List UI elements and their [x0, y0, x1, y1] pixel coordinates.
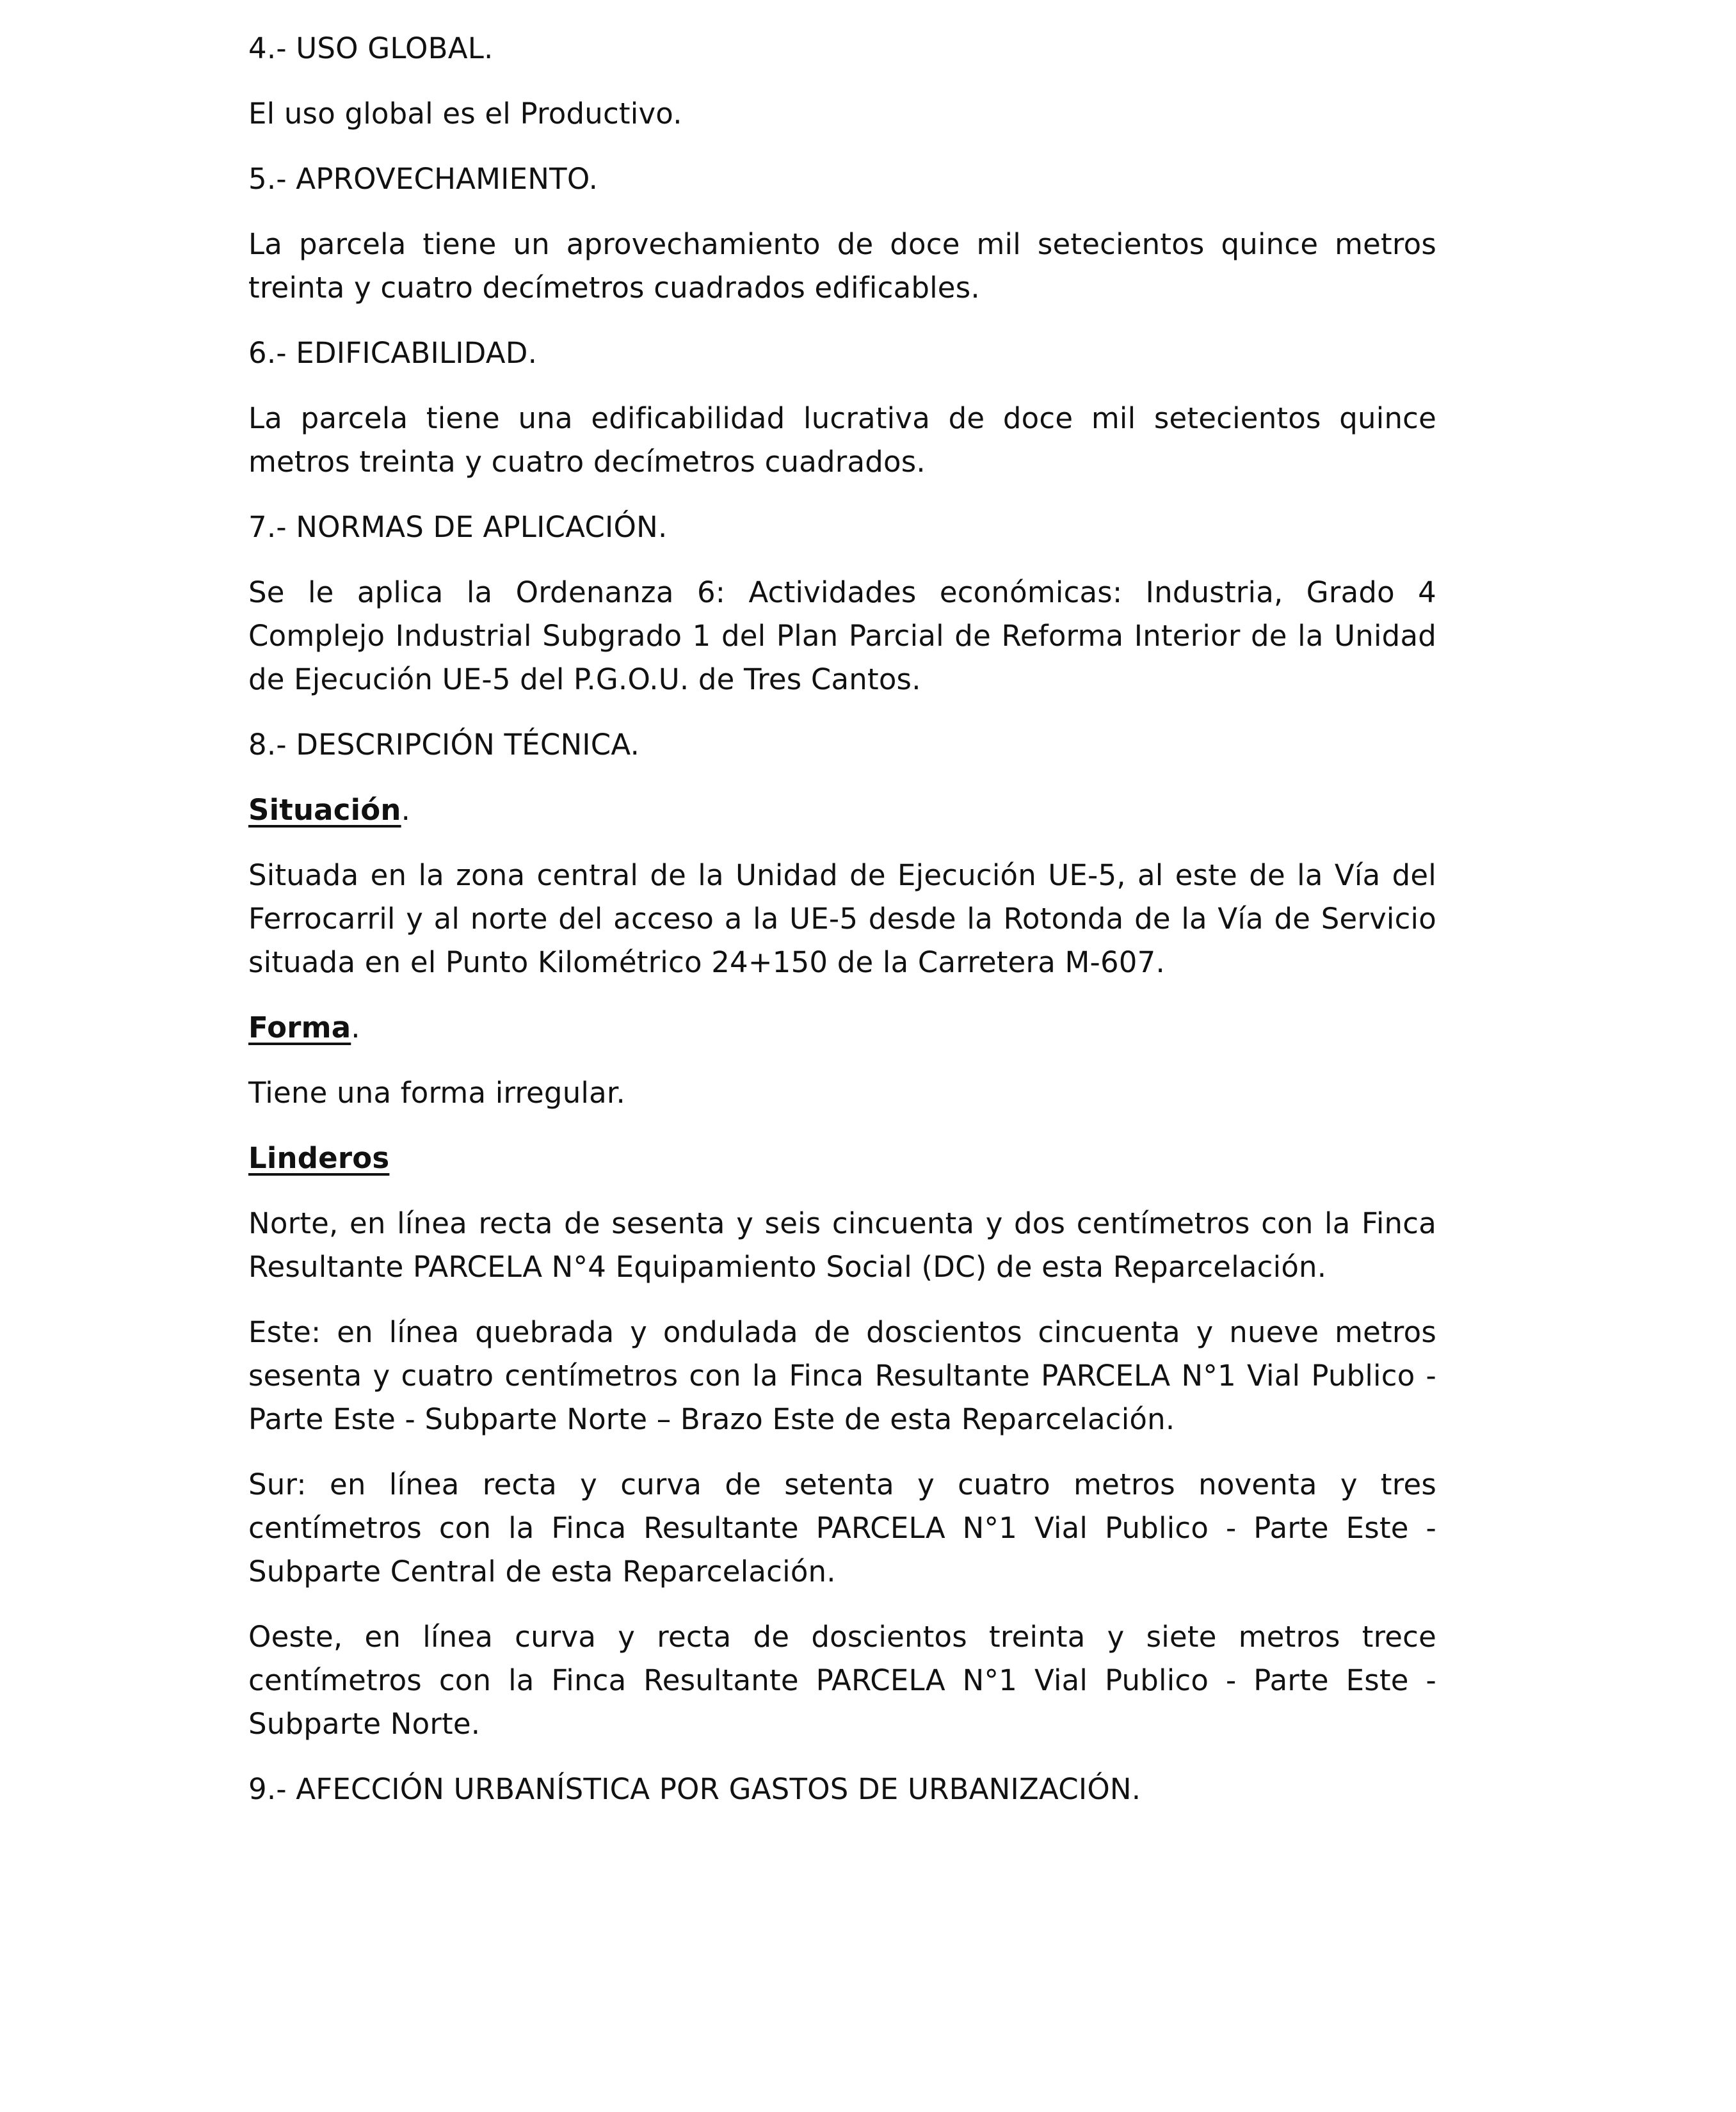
subheading-linderos-line [248, 1137, 1436, 1180]
paragraph-forma: Tiene una forma irregular. [248, 1076, 625, 1110]
section-heading-uso-global: 4.- USO GLOBAL. [248, 31, 494, 65]
subheading-forma-punct: . [351, 1011, 360, 1044]
section-heading-aprovechamiento: 5.- APROVECHAMIENTO. [248, 162, 599, 196]
subheading-situacion: Situación [248, 793, 401, 827]
subheading-linderos: Linderos [248, 1141, 390, 1175]
paragraph-lindero-sur: Sur: en línea recta y curva de setenta y cuatro metros noventa y tres centímetros con la Finca Resultante PARCELA N°1 Vial Publico - Parte Este - Subparte Central de esta Reparcelación. [248, 1468, 1436, 1588]
document-page [248, 27, 1436, 1833]
section-heading-normas: 7.- NORMAS DE APLICACIÓN. [248, 510, 668, 544]
section-heading-edificabilidad: 6.- EDIFICABILIDAD. [248, 336, 538, 370]
section-heading-descripcion: 8.- DESCRIPCIÓN TÉCNICA. [248, 728, 640, 762]
paragraph-uso-global: El uso global es el Productivo. [248, 97, 682, 131]
subheading-situacion-punct: . [401, 793, 411, 827]
section-heading-afeccion: 9.- AFECCIÓN URBANÍSTICA POR GASTOS DE URBANIZACIÓN. [248, 1772, 1141, 1806]
subheading-forma: Forma [248, 1011, 351, 1044]
paragraph-lindero-oeste: Oeste, en línea curva y recta de doscientos treinta y siete metros trece centímetros con la Finca Resultante PARCELA N°1 Vial Publico - Parte Este - Subparte Norte. [248, 1620, 1436, 1741]
paragraph-normas: Se le aplica la Ordenanza 6: Actividades económicas: Industria, Grado 4 Complejo Industrial Subgrado 1 del Plan Parcial de Reforma Interior de la Unidad de Ejecución UE-5 del P.G.O.U. de Tres Cantos. [248, 575, 1436, 696]
paragraph-lindero-este: Este: en línea quebrada y ondulada de doscientos cincuenta y nueve metros sesenta y cuatro centímetros con la Finca Resultante PARCELA N°1 Vial Publico - Parte Este - Subparte Norte – Brazo Este de esta Reparcelación. [248, 1315, 1436, 1436]
paragraph-situacion: Situada en la zona central de la Unidad de Ejecución UE-5, al este de la Vía del Ferrocarril y al norte del acceso a la UE-5 desde la Rotonda de la Vía de Servicio situada en el Punto Kilométrico 24+150 de la Carretera M-607. [248, 858, 1436, 979]
subheading-situacion-line [248, 788, 1436, 832]
subheading-forma-line [248, 1006, 1436, 1050]
paragraph-edificabilidad: La parcela tiene una edificabilidad lucrativa de doce mil setecientos quince metros treinta y cuatro decímetros cuadrados. [248, 401, 1436, 479]
paragraph-lindero-norte: Norte, en línea recta de sesenta y seis cincuenta y dos centímetros con la Finca Resultante PARCELA N°4 Equipamiento Social (DC) de esta Reparcelación. [248, 1206, 1436, 1284]
paragraph-aprovechamiento: La parcela tiene un aprovechamiento de doce mil setecientos quince metros treinta y cuatro decímetros cuadrados edificables. [248, 227, 1436, 305]
